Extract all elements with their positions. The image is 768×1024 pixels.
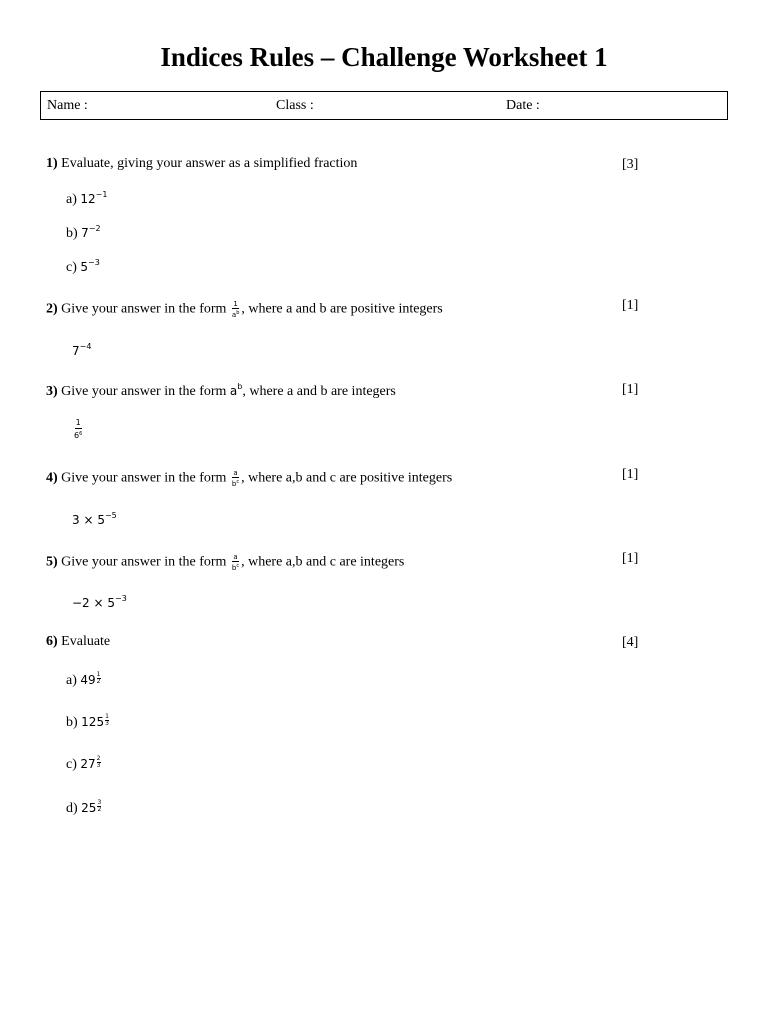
question-text: Evaluate, giving your answer as a simplified fraction	[61, 156, 358, 171]
answer-form-fraction: $\frac{a}{b^c}$	[231, 469, 240, 488]
fractional-exponent: $\frac{1}{2}$	[96, 671, 101, 685]
part-label: c)	[66, 260, 77, 275]
question-text-cont: , where a,b and c are integers	[241, 554, 405, 570]
q4-expression: $3 \times 5^{-5}$	[72, 511, 117, 527]
question-number: 2)	[46, 301, 58, 317]
question-number: 4)	[46, 470, 58, 486]
question-text: Give your answer in the form	[61, 470, 227, 486]
date-field-label[interactable]: Date :	[506, 98, 540, 113]
expr-base: 27	[80, 757, 96, 771]
q3-expression: $\frac{1}{6^6}$	[74, 418, 83, 440]
expr-base: 25	[81, 801, 97, 815]
question-5-marks: [1]	[622, 551, 639, 566]
q6-part-c	[66, 756, 101, 773]
class-field-label[interactable]: Class :	[276, 98, 314, 113]
q1-part-c	[66, 258, 100, 276]
question-text-cont: , where a and b are positive integers	[241, 301, 443, 317]
question-number: 3)	[46, 384, 58, 399]
question-2	[46, 300, 443, 319]
q1-part-a	[66, 190, 107, 208]
q1-part-b	[66, 224, 101, 242]
question-5	[46, 553, 404, 572]
expr-base: 7	[81, 226, 89, 240]
answer-form-fraction: $\frac{1}{a^b}$	[231, 300, 240, 319]
part-label: b)	[66, 715, 78, 730]
question-4-marks: [1]	[622, 467, 639, 482]
question-text: Give your answer in the form	[61, 554, 227, 570]
part-label: a)	[66, 673, 77, 688]
answer-form-power: $a^b$	[229, 382, 243, 398]
answer-form-fraction: $\frac{a}{b^c}$	[231, 553, 240, 572]
part-label: c)	[66, 757, 77, 772]
student-info-box	[40, 91, 728, 120]
q6-part-a	[66, 672, 101, 689]
part-label: a)	[66, 192, 77, 207]
question-2-marks: [1]	[622, 298, 639, 313]
question-text-cont: , where a,b and c are positive integers	[241, 470, 453, 486]
name-field-label[interactable]: Name :	[47, 98, 88, 113]
q5-expression: $-2 \times 5^{-3}$	[72, 594, 127, 610]
question-3-marks: [1]	[622, 382, 639, 397]
part-label: b)	[66, 226, 78, 241]
question-text-cont: , where a and b are integers	[242, 384, 396, 399]
expr-base: 49	[80, 673, 96, 687]
question-number: 5)	[46, 554, 58, 570]
question-1-marks: [3]	[622, 157, 639, 172]
part-label: d)	[66, 801, 78, 816]
expr-base: 12	[80, 192, 96, 206]
q6-part-d	[66, 800, 101, 817]
expr-exponent: −1	[95, 190, 108, 199]
expr-exponent: −2	[88, 224, 101, 233]
question-text: Give your answer in the form	[61, 301, 227, 317]
q6-part-b	[66, 714, 109, 731]
fractional-exponent: $\frac{2}{3}$	[96, 755, 101, 769]
question-number: 1)	[46, 156, 58, 171]
question-1	[46, 156, 357, 172]
expr-exponent: −3	[88, 258, 100, 267]
expr-base: 125	[81, 715, 105, 729]
question-6-marks: [4]	[622, 635, 639, 650]
question-number: 6)	[46, 634, 58, 649]
expr-base: 5	[80, 260, 89, 274]
q2-expression: $7^{-4}$	[72, 342, 92, 358]
fractional-exponent: $\frac{3}{2}$	[97, 799, 102, 813]
question-6	[46, 634, 110, 650]
fractional-exponent: $\frac{1}{3}$	[105, 713, 109, 727]
question-text: Evaluate	[61, 634, 111, 649]
question-3	[46, 382, 396, 400]
question-4	[46, 469, 452, 488]
question-text: Give your answer in the form	[61, 384, 227, 399]
worksheet-title: Indices Rules – Challenge Worksheet 1	[160, 42, 608, 72]
